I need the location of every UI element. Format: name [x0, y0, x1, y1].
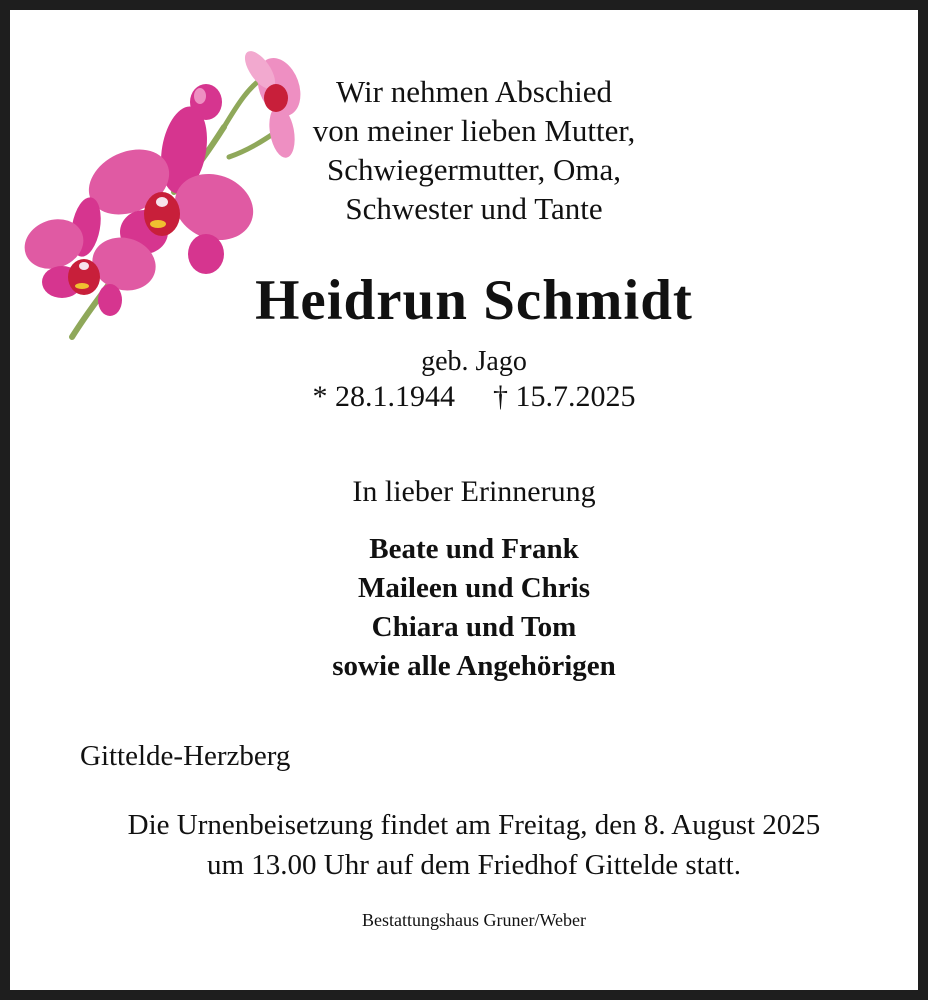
ceremony-notice — [10, 805, 928, 885]
family-line: Maileen und Chris — [357, 572, 591, 604]
undertaker-name: Bestattungshaus Gruner/Weber — [362, 910, 586, 930]
birth-date: * 28.1.1944 — [312, 380, 455, 413]
family-line: Beate und Frank — [369, 533, 579, 565]
ceremony-line: Die Urnenbeisetzung findet am Freitag, den 8. August 2025 — [127, 809, 821, 841]
birth-name: geb. Jago — [421, 346, 527, 377]
place-name: Gittelde-Herzberg — [80, 740, 291, 772]
family-line: sowie alle Angehörigen — [332, 650, 616, 682]
deceased-name: Heidrun Schmidt — [255, 269, 693, 332]
ceremony-line: um 13.00 Uhr auf dem Friedhof Gittelde statt. — [207, 849, 741, 881]
memory-line: In lieber Erinnerung — [352, 475, 596, 508]
family-line: Chiara und Tom — [371, 611, 577, 643]
life-dates — [10, 380, 928, 414]
intro-line: Wir nehmen Abschied — [336, 74, 612, 109]
intro-text — [10, 72, 928, 228]
intro-line: Schwester und Tante — [345, 191, 603, 226]
family-list — [10, 530, 928, 686]
death-date: † 15.7.2025 — [493, 380, 636, 413]
intro-line: von meiner lieben Mutter, — [312, 113, 636, 148]
intro-line: Schwiegermutter, Oma, — [326, 152, 622, 187]
